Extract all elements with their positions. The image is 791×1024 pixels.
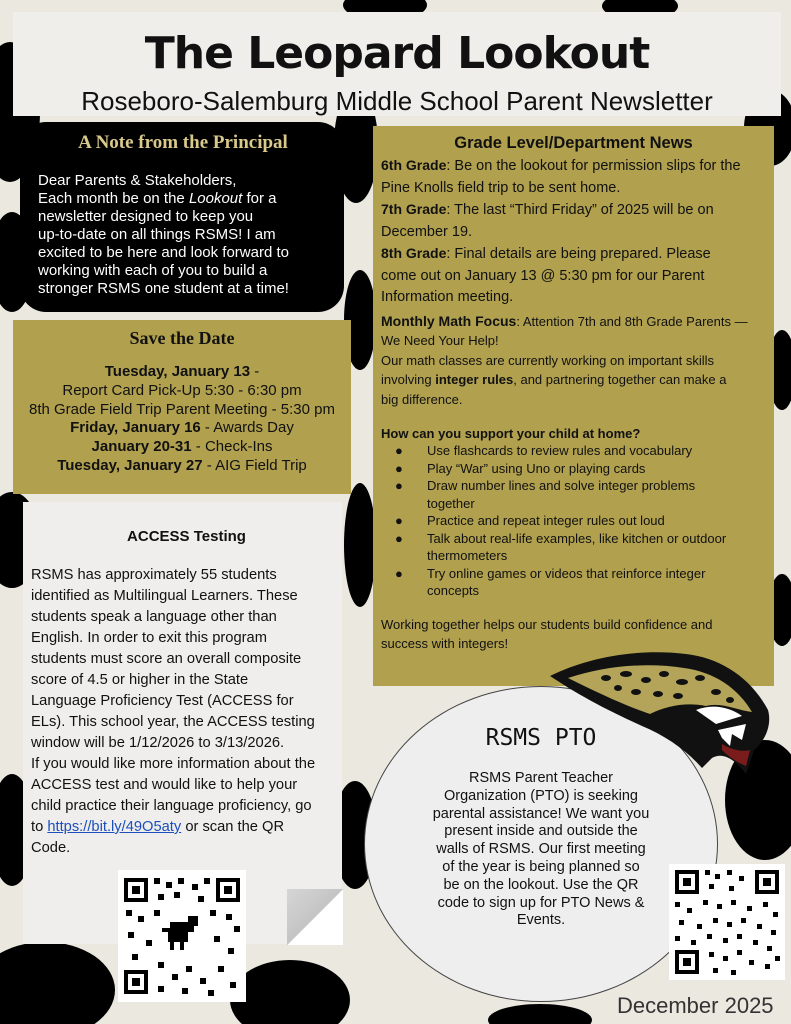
event-item: January 20-31 - Check-Ins bbox=[91, 438, 273, 456]
access-line: If you would like more information about the bbox=[31, 756, 316, 772]
grade-news-closing: Working together helps our students build confidence and success with integers! bbox=[381, 616, 713, 651]
list-item: ● Play “War” using Uno or playing cards bbox=[395, 460, 646, 476]
event-item: Tuesday, January 27 - AIG Field Trip bbox=[57, 456, 307, 474]
access-line: identified as Multilingual Learners. These bbox=[31, 588, 298, 604]
list-item: ● Use flashcards to review rules and vocabulary bbox=[395, 443, 693, 458]
leopard-mascot-icon bbox=[546, 640, 774, 782]
access-line: window will be 1/12/2026 to 3/13/2026. bbox=[31, 735, 285, 751]
support-question: How can you support your child at home? bbox=[381, 426, 641, 441]
pto-qr-code[interactable] bbox=[669, 864, 785, 980]
access-line: to https://bit.ly/49O5aty or scan the QR bbox=[31, 819, 285, 835]
grade-news-heading: Grade Level/Department News bbox=[454, 134, 693, 152]
access-line: English. In order to exit this program bbox=[31, 630, 267, 646]
list-item: ● Draw number lines and solve integer problems together bbox=[395, 478, 696, 511]
access-qr-code[interactable] bbox=[118, 870, 246, 1002]
page-curl-corner bbox=[287, 889, 343, 945]
save-the-date bbox=[13, 320, 351, 494]
principal-line: working with each of you to build a bbox=[38, 262, 268, 279]
save-the-date-heading: Save the Date bbox=[129, 328, 235, 348]
newsletter-subtitle: Roseboro-Salemburg Middle School Parent Newsletter bbox=[81, 86, 713, 116]
bullet-icon: ● bbox=[395, 460, 403, 476]
access-line: child practice their language proficiency, go bbox=[31, 798, 312, 814]
access-info-link[interactable]: https://bit.ly/49O5aty bbox=[47, 819, 182, 835]
access-line: students must score an overall composite bbox=[31, 651, 302, 667]
qr-code-icon bbox=[118, 870, 246, 1002]
principal-line: stronger RSMS one student at a time! bbox=[38, 280, 289, 297]
access-line: students speak a language other than bbox=[31, 609, 277, 625]
principal-line: newsletter designed to keep you bbox=[38, 208, 254, 225]
principal-greeting: Dear Parents & Stakeholders, bbox=[38, 172, 237, 189]
newsletter-header bbox=[13, 12, 781, 116]
bullet-icon: ● bbox=[395, 565, 403, 581]
access-line: Language Proficiency Test (ACCESS for bbox=[31, 693, 294, 709]
principal-line: Each month be on the Lookout for a bbox=[38, 190, 277, 207]
event-item: 8th Grade Field Trip Parent Meeting - 5:30 pm bbox=[29, 400, 335, 418]
list-item: ● Talk about real-life examples, like kitchen or outdoor thermometers bbox=[395, 530, 727, 563]
support-tips-list bbox=[395, 442, 766, 600]
pto-heading: RSMS PTO bbox=[485, 725, 597, 751]
event-item: Friday, January 16 - Awards Day bbox=[70, 419, 294, 437]
event-item: Tuesday, January 13 - bbox=[104, 363, 260, 380]
access-testing-heading: ACCESS Testing bbox=[127, 528, 246, 545]
list-item: ● Try online games or videos that reinforce integer concepts bbox=[395, 565, 706, 598]
event-item: Report Card Pick-Up 5:30 - 6:30 pm bbox=[62, 381, 302, 399]
newsletter-title: The Leopard Lookout bbox=[144, 28, 650, 79]
grade8-news: 8th Grade: Final details are being prepared. Please come out on January 13 @ 5:30 pm for our Parent Information meeting. bbox=[381, 245, 711, 305]
access-line: RSMS has approximately 55 students bbox=[31, 567, 277, 583]
access-line: Code. bbox=[31, 840, 71, 856]
list-item: ● Practice and repeat integer rules out loud bbox=[395, 513, 665, 528]
access-line: score of 4.5 or higher in the State bbox=[31, 672, 249, 688]
bullet-icon: ● bbox=[395, 443, 403, 458]
principal-note-body bbox=[38, 172, 328, 298]
lookout-italic: Lookout bbox=[188, 190, 243, 207]
monthly-math-focus: Monthly Math Focus: Attention 7th and 8th Grade Parents — We Need Your Help! Our math classes are currently working on important skills involving integer rules, and partnering together can make a big difference. bbox=[381, 312, 748, 407]
principal-line: excited to be here and look forward to bbox=[38, 244, 289, 261]
grade-level-news bbox=[373, 126, 774, 686]
grade7-news: 7th Grade: The last “Third Friday” of 2025 will be on December 19. bbox=[381, 201, 714, 240]
access-line: ELs). This school year, the ACCESS testing bbox=[31, 714, 315, 730]
access-testing-body bbox=[31, 565, 342, 859]
grade6-news: 6th Grade: Be on the lookout for permission slips for the Pine Knolls field trip to be sent home. bbox=[381, 157, 741, 196]
pto-body: RSMS Parent Teacher Organization (PTO) is seeking parental assistance! We want you present inside and outside the walls of RSMS. Our first meeting of the year is being planned so be on the lookout. Use the QR code to sign up for PTO News & Events. bbox=[432, 770, 650, 929]
bullet-icon: ● bbox=[395, 530, 403, 546]
principal-note-heading: A Note from the Principal bbox=[78, 132, 288, 153]
bullet-icon: ● bbox=[395, 513, 403, 528]
principal-note bbox=[20, 122, 344, 312]
newsletter-date: December 2025 bbox=[617, 993, 774, 1018]
bullet-icon: ● bbox=[395, 478, 403, 493]
access-line: ACCESS test and would like to help your bbox=[31, 777, 298, 793]
principal-line: up-to-date on all things RSMS! I am bbox=[38, 226, 276, 243]
qr-code-icon bbox=[669, 864, 785, 980]
